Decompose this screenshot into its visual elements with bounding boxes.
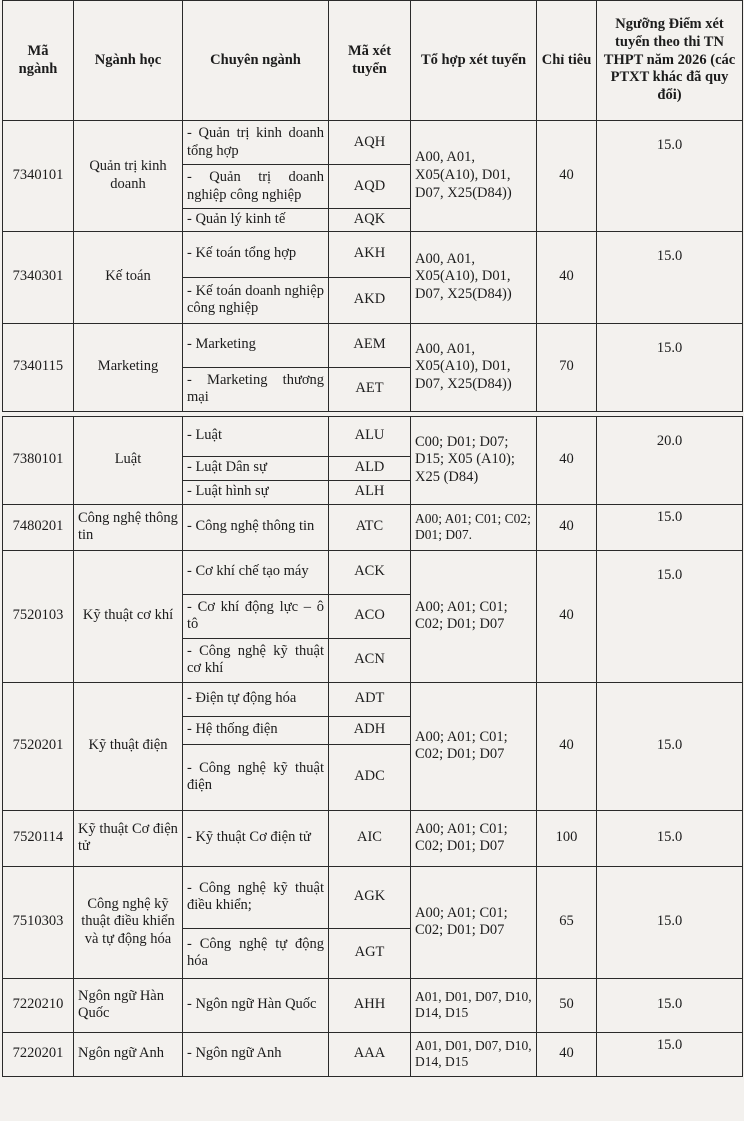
- threshold-score: 15.0: [597, 550, 743, 682]
- threshold-score: 15.0: [597, 323, 743, 411]
- specialization: - Luật Dân sự: [183, 456, 329, 480]
- major-code: 7510303: [3, 866, 74, 978]
- threshold-score: 15.0: [597, 121, 743, 232]
- major-code: 7220201: [3, 1032, 74, 1076]
- major-name: Marketing: [74, 323, 183, 411]
- specialization: - Kế toán tổng hợp: [183, 231, 329, 277]
- quota: 40: [537, 504, 597, 550]
- subject-combination: A00; A01; C01; C02; D01; D07: [411, 550, 537, 682]
- subject-combination: A01, D01, D07, D10, D14, D15: [411, 978, 537, 1032]
- table-row: [3, 121, 743, 165]
- specialization: - Cơ khí chế tạo máy: [183, 550, 329, 594]
- major-code: 7340115: [3, 323, 74, 411]
- specialization: - Quản trị kinh doanh tổng hợp: [183, 121, 329, 165]
- admission-code: ATC: [329, 504, 411, 550]
- admission-table: [2, 0, 743, 1077]
- header-nganh-hoc: Ngành học: [74, 1, 183, 121]
- quota: 40: [537, 550, 597, 682]
- admission-code: AKH: [329, 231, 411, 277]
- specialization: - Marketing thương mại: [183, 367, 329, 411]
- header-row: [3, 1, 743, 121]
- quota: 65: [537, 866, 597, 978]
- major-code: 7380101: [3, 416, 74, 504]
- admission-code: AAA: [329, 1032, 411, 1076]
- admission-code: ACN: [329, 638, 411, 682]
- major-name: Công nghệ thông tin: [74, 504, 183, 550]
- threshold-score: 15.0: [597, 231, 743, 323]
- header-chuyen-nganh: Chuyên ngành: [183, 1, 329, 121]
- major-code: 7480201: [3, 504, 74, 550]
- quota: 40: [537, 416, 597, 504]
- specialization: - Quản lý kinh tế: [183, 209, 329, 232]
- quota: 40: [537, 121, 597, 232]
- quota: 40: [537, 682, 597, 810]
- major-name: Ngôn ngữ Hàn Quốc: [74, 978, 183, 1032]
- table-row: [3, 978, 743, 1032]
- specialization: - Kế toán doanh nghiệp công nghiệp: [183, 277, 329, 323]
- admission-code: AGT: [329, 928, 411, 978]
- table-row: [3, 231, 743, 277]
- admission-code: ALH: [329, 480, 411, 504]
- header-ma-nganh: Mã ngành: [3, 1, 74, 121]
- admission-code: ADC: [329, 744, 411, 810]
- subject-combination: A00, A01, X05(A10), D01, D07, X25(D84)): [411, 121, 537, 232]
- admission-code: AIC: [329, 810, 411, 866]
- specialization: - Điện tự động hóa: [183, 682, 329, 716]
- major-code: 7340101: [3, 121, 74, 232]
- header-ma-xet-tuyen: Mã xét tuyển: [329, 1, 411, 121]
- admission-code: AHH: [329, 978, 411, 1032]
- specialization: - Ngôn ngữ Hàn Quốc: [183, 978, 329, 1032]
- subject-combination: A00; A01; C01; C02; D01; D07.: [411, 504, 537, 550]
- header-chi-tieu: Chỉ tiêu: [537, 1, 597, 121]
- subject-combination: A00, A01, X05(A10), D01, D07, X25(D84)): [411, 323, 537, 411]
- major-name: Ngôn ngữ Anh: [74, 1032, 183, 1076]
- admission-code: AQK: [329, 209, 411, 232]
- table-row: [3, 1032, 743, 1076]
- major-code: 7340301: [3, 231, 74, 323]
- major-code: 7520201: [3, 682, 74, 810]
- specialization: - Ngôn ngữ Anh: [183, 1032, 329, 1076]
- quota: 40: [537, 1032, 597, 1076]
- subject-combination: A00; A01; C01; C02; D01; D07: [411, 810, 537, 866]
- threshold-score: 15.0: [597, 866, 743, 978]
- major-name: Luật: [74, 416, 183, 504]
- subject-combination: A00; A01; C01; C02; D01; D07: [411, 682, 537, 810]
- threshold-score: 15.0: [597, 1032, 743, 1076]
- admission-code: AQH: [329, 121, 411, 165]
- quota: 100: [537, 810, 597, 866]
- major-name: Kế toán: [74, 231, 183, 323]
- admission-code: ALU: [329, 416, 411, 456]
- admission-code: ACO: [329, 594, 411, 638]
- major-name: Kỹ thuật cơ khí: [74, 550, 183, 682]
- specialization: - Cơ khí động lực – ô tô: [183, 594, 329, 638]
- subject-combination: A00, A01, X05(A10), D01, D07, X25(D84)): [411, 231, 537, 323]
- quota: 50: [537, 978, 597, 1032]
- major-code: 7220210: [3, 978, 74, 1032]
- specialization: - Kỹ thuật Cơ điện tử: [183, 810, 329, 866]
- specialization: - Hệ thống điện: [183, 716, 329, 744]
- table-row: [3, 323, 743, 367]
- subject-combination: A00; A01; C01; C02; D01; D07: [411, 866, 537, 978]
- threshold-score: 15.0: [597, 978, 743, 1032]
- admission-code: AQD: [329, 165, 411, 209]
- admission-code: ADH: [329, 716, 411, 744]
- threshold-score: 15.0: [597, 682, 743, 810]
- specialization: - Công nghệ tự động hóa: [183, 928, 329, 978]
- quota: 70: [537, 323, 597, 411]
- admission-code: AEM: [329, 323, 411, 367]
- specialization: - Luật hình sự: [183, 480, 329, 504]
- major-name: Công nghệ kỹ thuật điều khiển và tự động hóa: [74, 866, 183, 978]
- threshold-score: 15.0: [597, 810, 743, 866]
- subject-combination: C00; D01; D07; D15; X05 (A10); X25 (D84): [411, 416, 537, 504]
- specialization: - Công nghệ kỹ thuật điều khiển;: [183, 866, 329, 928]
- major-name: Quản trị kinh doanh: [74, 121, 183, 232]
- specialization: - Công nghệ kỹ thuật cơ khí: [183, 638, 329, 682]
- table-row: [3, 810, 743, 866]
- major-name: Kỹ thuật điện: [74, 682, 183, 810]
- specialization: - Marketing: [183, 323, 329, 367]
- admission-code: ADT: [329, 682, 411, 716]
- threshold-score: 15.0: [597, 504, 743, 550]
- admission-code: AGK: [329, 866, 411, 928]
- specialization: - Công nghệ kỹ thuật điện: [183, 744, 329, 810]
- subject-combination: A01, D01, D07, D10, D14, D15: [411, 1032, 537, 1076]
- table-row: [3, 866, 743, 928]
- admission-code: AKD: [329, 277, 411, 323]
- table-row: [3, 416, 743, 456]
- quota: 40: [537, 231, 597, 323]
- major-name: Kỹ thuật Cơ điện tử: [74, 810, 183, 866]
- table-row: [3, 682, 743, 716]
- header-to-hop: Tổ hợp xét tuyển: [411, 1, 537, 121]
- table-row: [3, 550, 743, 594]
- threshold-score: 20.0: [597, 416, 743, 504]
- table-row: [3, 504, 743, 550]
- specialization: - Công nghệ thông tin: [183, 504, 329, 550]
- admission-code: AET: [329, 367, 411, 411]
- admission-code: ACK: [329, 550, 411, 594]
- major-code: 7520114: [3, 810, 74, 866]
- header-nguong: Ngưỡng Điểm xét tuyển theo thi TN THPT năm 2026 (các PTXT khác đã quy đổi): [597, 1, 743, 121]
- major-code: 7520103: [3, 550, 74, 682]
- specialization: - Quản trị doanh nghiệp công nghiệp: [183, 165, 329, 209]
- specialization: - Luật: [183, 416, 329, 456]
- admission-code: ALD: [329, 456, 411, 480]
